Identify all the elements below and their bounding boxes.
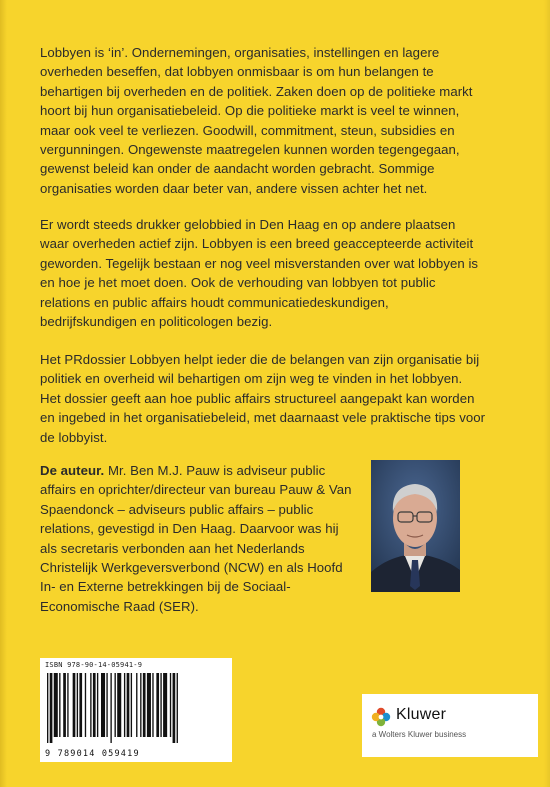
author-heading: De auteur.	[40, 463, 105, 478]
barcode-bar	[47, 673, 48, 743]
barcode-bar	[127, 673, 130, 737]
publisher-logo	[362, 694, 538, 757]
barcode-bar	[110, 673, 111, 743]
barcode-bar	[90, 673, 91, 737]
barcode-bar	[143, 673, 146, 737]
barcode-bars-icon	[45, 673, 227, 743]
barcode-bar	[93, 673, 96, 737]
blurb-paragraph-1	[40, 43, 486, 198]
barcode-bar	[140, 673, 141, 737]
kluwer-flower-icon	[371, 707, 391, 727]
barcode-bar	[73, 673, 76, 737]
barcode-bar	[106, 673, 107, 737]
barcode-bar	[97, 673, 98, 737]
barcode-bar	[136, 673, 137, 737]
barcode-bar	[67, 673, 68, 737]
barcode-bar	[77, 673, 78, 737]
barcode-bar	[117, 673, 121, 737]
barcode-digits: 9 789014 059419	[45, 749, 140, 759]
author-bio	[40, 461, 355, 616]
barcode-bar	[54, 673, 58, 737]
barcode-bar	[79, 673, 82, 737]
blurb-text: Het PRdossier Lobbyen helpt ieder die de belangen van zijn organisatie bij politiek en overheid wil behartigen om zijn weg te vinden in het lobbyen. Het dossier geeft aan hoe public affairs structureel aangepakt kan worden en ingebed in het organisatiebeleid, met daarnaast vele praktische tips voor de lobbyist.	[40, 352, 486, 445]
blurb-text: Er wordt steeds drukker gelobbied in Den Haag en op andere plaatsen waar overheden actief zijn. Lobbyen is een breed geaccepteerde activiteit geworden. Tegelijk bestaan er nog veel misverstanden over wat lobbyen is en hoe je het moet doen. Ook de verhouding van lobbyen tot public relations en public affairs houdt communicatiedeskundigen, bedrijfskundigen en politicologen bezig.	[40, 217, 479, 330]
barcode-bar	[63, 673, 66, 737]
barcode-bar	[124, 673, 125, 737]
isbn-label: ISBN 978-90-14-05941-9	[45, 661, 143, 669]
author-photo	[371, 460, 460, 592]
publisher-tagline: a Wolters Kluwer business	[372, 730, 467, 739]
blurb-paragraph-3	[40, 350, 486, 447]
isbn-barcode	[40, 658, 232, 762]
barcode-bar	[147, 673, 151, 737]
barcode-bar	[160, 673, 161, 737]
barcode-bar	[170, 673, 171, 737]
barcode-bar	[173, 673, 176, 743]
blurb-text: Lobbyen is ‘in’. Ondernemingen, organisaties, instellingen en lagere overheden beseffen, dat lobbyen onmisbaar is om hun belangen te behartigen bij overheden en de politiek. Zaken doen op de politieke markt hoort bij hun organisatiebeleid. Op die politieke markt is veel te winnen, maar ook veel te verliezen. Goodwill, commitment, steun, subsidies en vergunningen. Ongewenste maatregelen kunnen worden tegengegaan, gewenst beleid kan onder de aandacht worden gebracht. Sommige organisaties worden daar beter van, andere vissen achter het net.	[40, 45, 473, 196]
barcode-bar	[85, 673, 86, 737]
barcode-bar	[59, 673, 60, 737]
barcode-bar	[115, 673, 116, 737]
barcode-bar	[156, 673, 159, 737]
barcode-bar	[152, 673, 153, 737]
author-portrait-icon	[371, 460, 460, 592]
publisher-name: Kluwer	[396, 706, 447, 723]
author-text: Mr. Ben M.J. Pauw is adviseur public affairs en oprichter/directeur van bureau Pauw & Van Spaendonck – adviseurs public affairs – public relations, gevestigd in Den Haag. Daarvoor was hij als secretaris verbonden aan het Nederlands Christelijk Werkgeversverbond (NCW) en als Hoofd In- en Externe betrekkingen bij de Sociaal-Economische Raad (SER).	[40, 463, 352, 614]
blurb-paragraph-2	[40, 215, 486, 331]
barcode-bar	[163, 673, 167, 737]
barcode-bar	[101, 673, 105, 737]
barcode-bar	[131, 673, 132, 737]
barcode-bar	[177, 673, 178, 743]
barcode-bar	[50, 673, 53, 743]
